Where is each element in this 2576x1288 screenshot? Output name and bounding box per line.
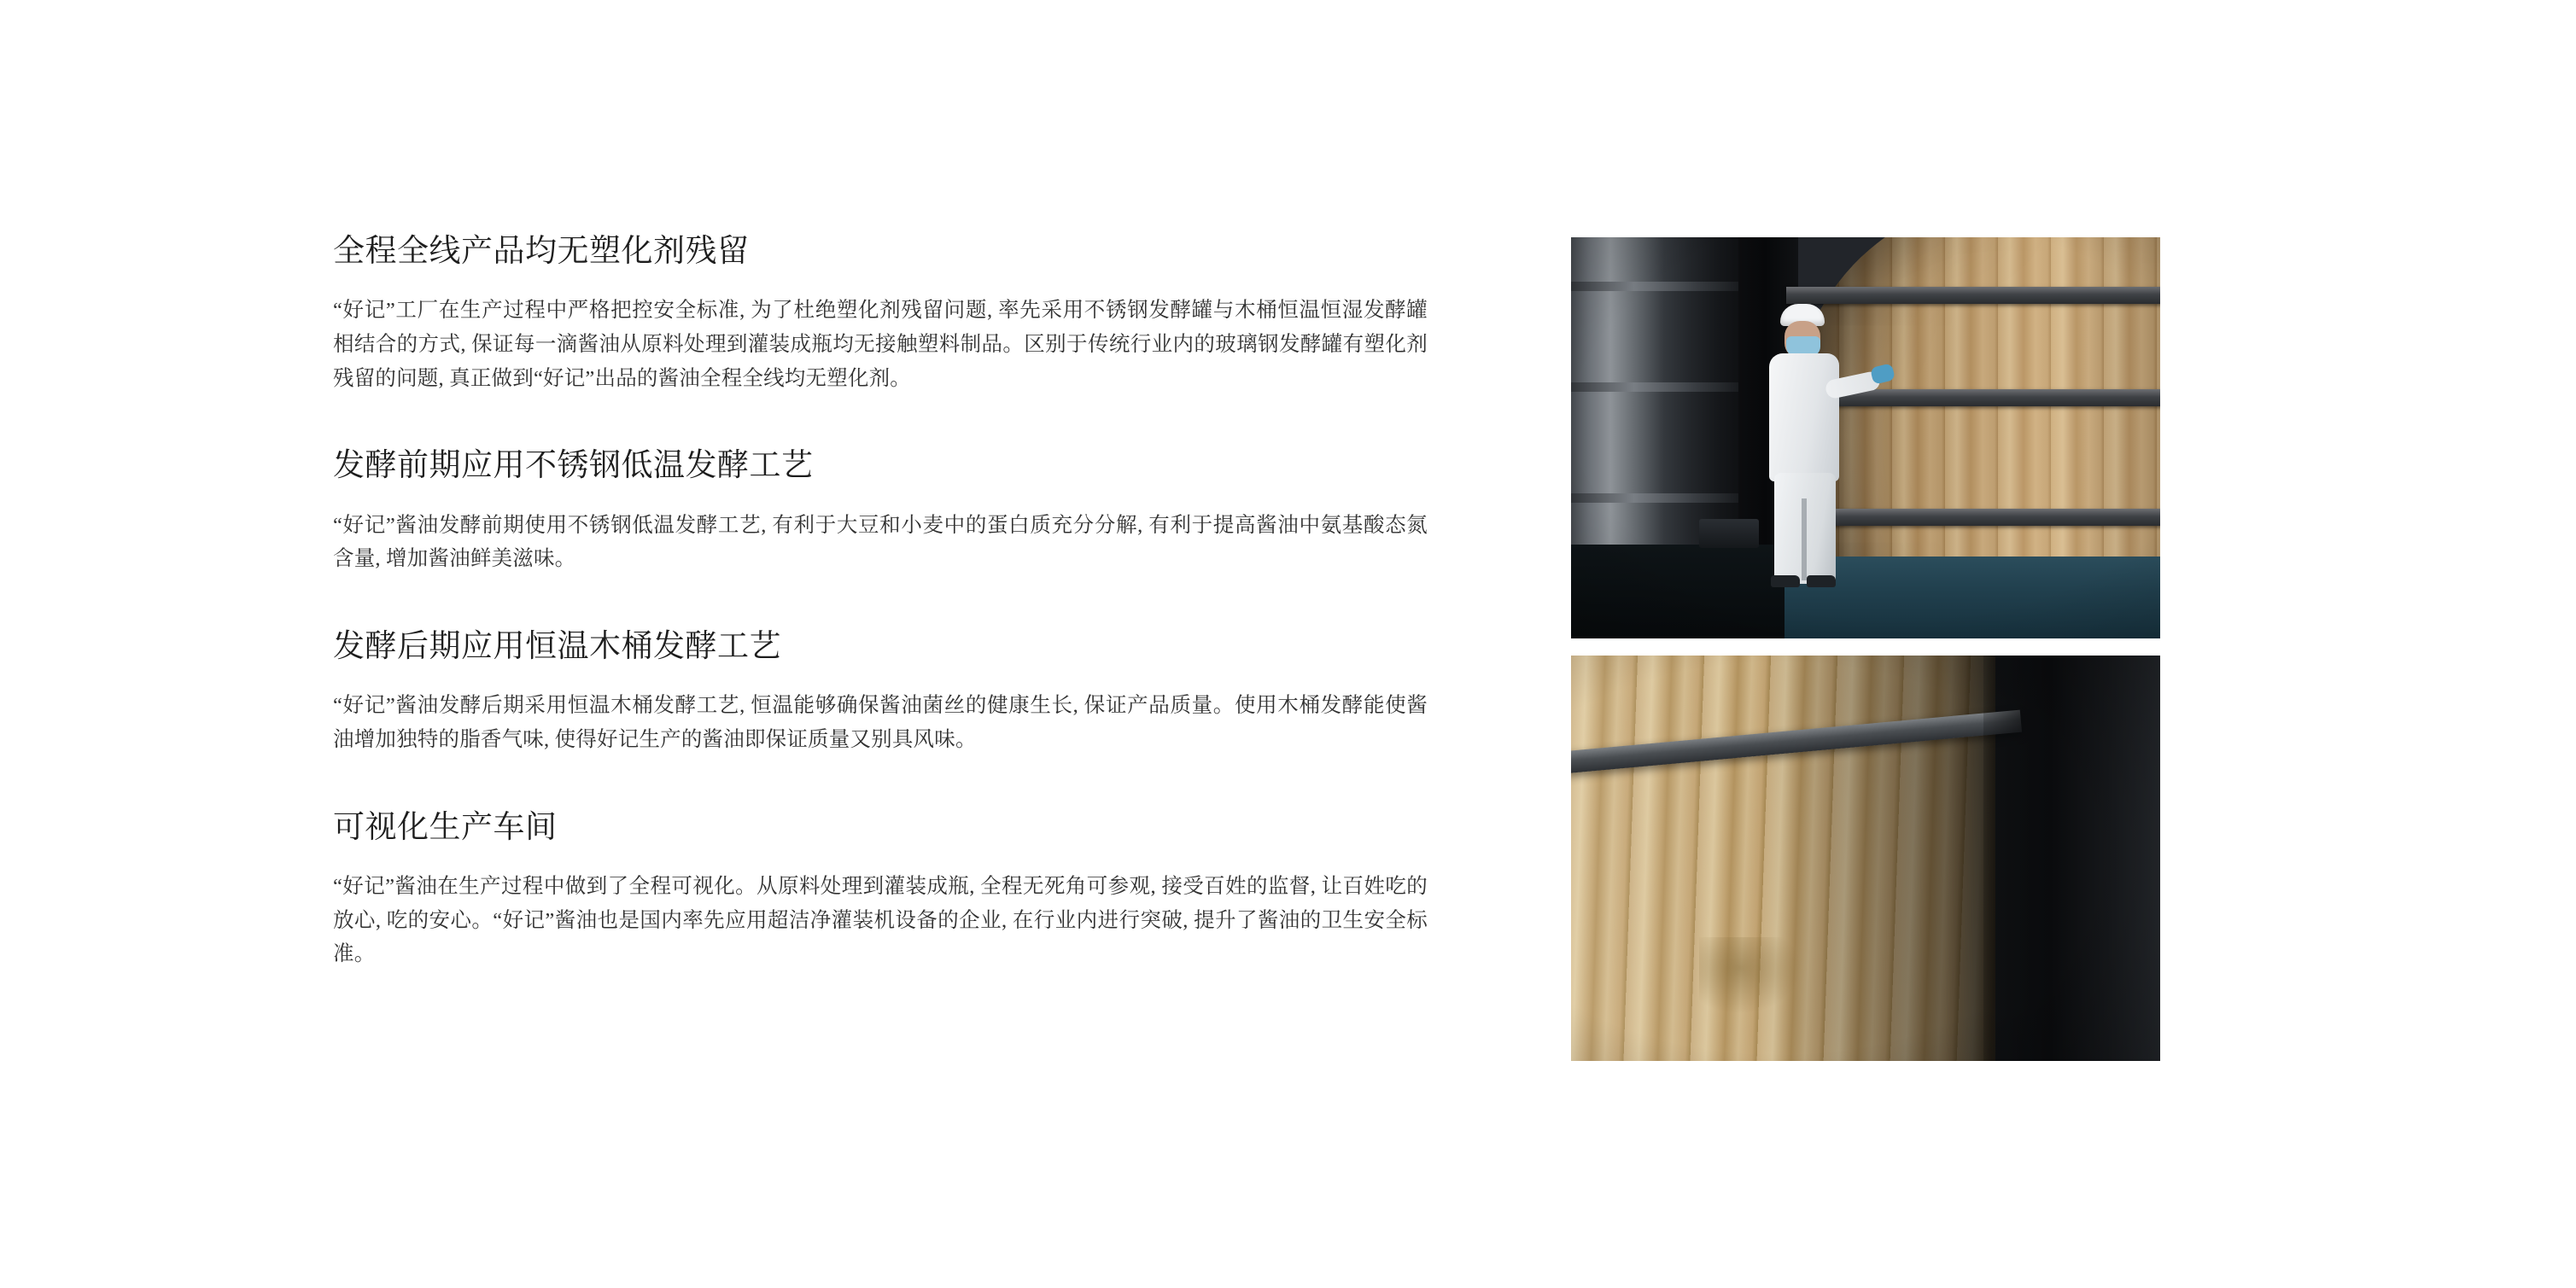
section-body: “好记”酱油在生产过程中做到了全程可视化。从原料处理到灌装成瓶, 全程无死角可参观, 接受百姓的监督, 让百姓吃的放心, 吃的安心。“好记”酱油也是国内率先应用超洁净灌装机设备的企业, 在行业内进行突破, 提升了酱油的卫生安全标准。 [333,874,1428,966]
section-body: “好记”酱油发酵前期使用不锈钢低温发酵工艺, 有利于大豆和小麦中的蛋白质充分分解, 有利于提高酱油中氨基酸态氮含量, 增加酱油鲜美滋味。 [333,513,1428,571]
section-title: 发酵前期应用不锈钢低温发酵工艺 [333,448,814,484]
photo-vignette [1571,237,2160,638]
section-title: 可视化生产车间 [333,809,558,845]
text-column [333,232,1443,971]
section-body: “好记”工厂在生产过程中严格把控安全标准, 为了杜绝塑化剂残留问题, 率先采用不锈钢发酵罐与木桶恒温恒湿发酵罐相结合的方式, 保证每一滴酱油从原料处理到灌装成瓶均无接触塑料制品。区别于传统行业内的玻璃钢发酵罐有塑化剂残留的问题, 真正做到“好记”出品的酱油全程全线均无塑化剂。 [333,299,1428,390]
wooden-barrel-closeup-with-steel-hoop [1571,656,2160,1061]
photo-vignette [1571,656,2160,1061]
section-early-stage-stainless-steel [333,446,1443,576]
section-visible-workshop [333,808,1443,971]
section-body: “好记”酱油发酵后期采用恒温木桶发酵工艺, 恒温能够确保酱油菌丝的健康生长, 保证产品质量。使用木桶发酵能使酱油增加独特的脂香气味, 使得好记生产的酱油即保证质量又别具风味。 [333,694,1428,751]
section-title: 发酵后期应用恒温木桶发酵工艺 [333,628,781,664]
section-late-stage-wooden-barrel [333,627,1443,757]
photo-column [1571,237,2160,1061]
worker-inspecting-wooden-fermentation-barrel [1571,237,2160,638]
section-title: 全程全线产品均无塑化剂残留 [333,234,750,269]
section-plasticizer-free [333,232,1443,395]
